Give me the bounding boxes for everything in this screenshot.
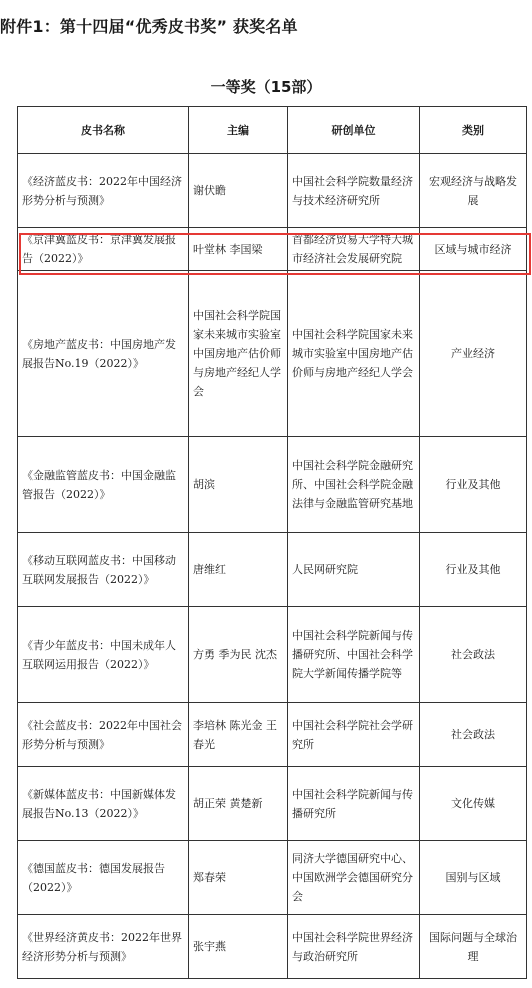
editor-cell: 胡正荣 黄楚新 — [189, 767, 288, 841]
editor-cell: 胡滨 — [189, 437, 288, 533]
editor-cell: 谢伏瞻 — [189, 154, 288, 228]
table-header-row — [18, 107, 527, 154]
table-row — [18, 915, 527, 979]
book-name-cell: 《金融监管蓝皮书：中国金融监管报告（2022）》 — [18, 437, 189, 533]
table-row — [18, 607, 527, 703]
unit-cell: 中国社会科学院新闻与传播研究所、中国社会科学院大学新闻传播学院等 — [288, 607, 420, 703]
unit-cell: 中国社会科学院世界经济与政治研究所 — [288, 915, 420, 979]
category-cell: 文化传媒 — [420, 767, 527, 841]
book-name-cell: 《房地产蓝皮书：中国房地产发展报告No.19（2022）》 — [18, 271, 189, 437]
table-row — [18, 437, 527, 533]
category-cell: 社会政法 — [420, 703, 527, 767]
award-table — [17, 106, 527, 979]
table-row — [18, 533, 527, 607]
unit-cell: 中国社会科学院国家未来城市实验室中国房地产估价师与房地产经纪人学会 — [288, 271, 420, 437]
unit-cell: 首都经济贸易大学特大城市经济社会发展研究院 — [288, 228, 420, 271]
table-row — [18, 841, 527, 915]
book-name-cell: 《社会蓝皮书：2022年中国社会形势分析与预测》 — [18, 703, 189, 767]
unit-cell: 人民网研究院 — [288, 533, 420, 607]
column-header: 研创单位 — [288, 107, 420, 154]
table-row — [18, 703, 527, 767]
category-cell: 社会政法 — [420, 607, 527, 703]
book-name-cell: 《移动互联网蓝皮书：中国移动互联网发展报告（2022）》 — [18, 533, 189, 607]
editor-cell: 叶堂林 李国梁 — [189, 228, 288, 271]
column-header: 主编 — [189, 107, 288, 154]
book-name-cell: 《新媒体蓝皮书：中国新媒体发展报告No.13（2022）》 — [18, 767, 189, 841]
column-header: 类别 — [420, 107, 527, 154]
category-cell: 行业及其他 — [420, 437, 527, 533]
table-row — [18, 767, 527, 841]
book-name-cell: 《京津冀蓝皮书：京津冀发展报告（2022）》 — [18, 228, 189, 271]
category-cell: 区域与城市经济 — [420, 228, 527, 271]
book-name-cell: 《德国蓝皮书：德国发展报告（2022）》 — [18, 841, 189, 915]
book-name-cell: 《青少年蓝皮书：中国未成年人互联网运用报告（2022）》 — [18, 607, 189, 703]
unit-cell: 中国社会科学院社会学研究所 — [288, 703, 420, 767]
editor-cell: 张宇燕 — [189, 915, 288, 979]
table-row — [18, 154, 527, 228]
unit-cell: 同济大学德国研究中心、中国欧洲学会德国研究分会 — [288, 841, 420, 915]
editor-cell: 中国社会科学院国家未来城市实验室 中国房地产估价师与房地产经纪人学会 — [189, 271, 288, 437]
editor-cell: 李培林 陈光金 王春光 — [189, 703, 288, 767]
unit-cell: 中国社会科学院金融研究所、中国社会科学院金融法律与金融监管研究基地 — [288, 437, 420, 533]
category-cell: 宏观经济与战略发展 — [420, 154, 527, 228]
category-cell: 产业经济 — [420, 271, 527, 437]
unit-cell: 中国社会科学院新闻与传播研究所 — [288, 767, 420, 841]
unit-cell: 中国社会科学院数量经济与技术经济研究所 — [288, 154, 420, 228]
editor-cell: 方勇 季为民 沈杰 — [189, 607, 288, 703]
book-name-cell: 《世界经济黄皮书：2022年世界经济形势分析与预测》 — [18, 915, 189, 979]
book-name-cell: 《经济蓝皮书：2022年中国经济形势分析与预测》 — [18, 154, 189, 228]
category-cell: 行业及其他 — [420, 533, 527, 607]
category-cell: 国别与区域 — [420, 841, 527, 915]
document-title: 附件1：第十四届“优秀皮书奖” 获奖名单 — [0, 17, 298, 36]
category-cell: 国际问题与全球治理 — [420, 915, 527, 979]
table-row — [18, 271, 527, 437]
editor-cell: 郑春荣 — [189, 841, 288, 915]
table-row — [18, 228, 527, 271]
section-title: 一等奖（15部） — [210, 78, 322, 96]
column-header: 皮书名称 — [18, 107, 189, 154]
editor-cell: 唐维红 — [189, 533, 288, 607]
